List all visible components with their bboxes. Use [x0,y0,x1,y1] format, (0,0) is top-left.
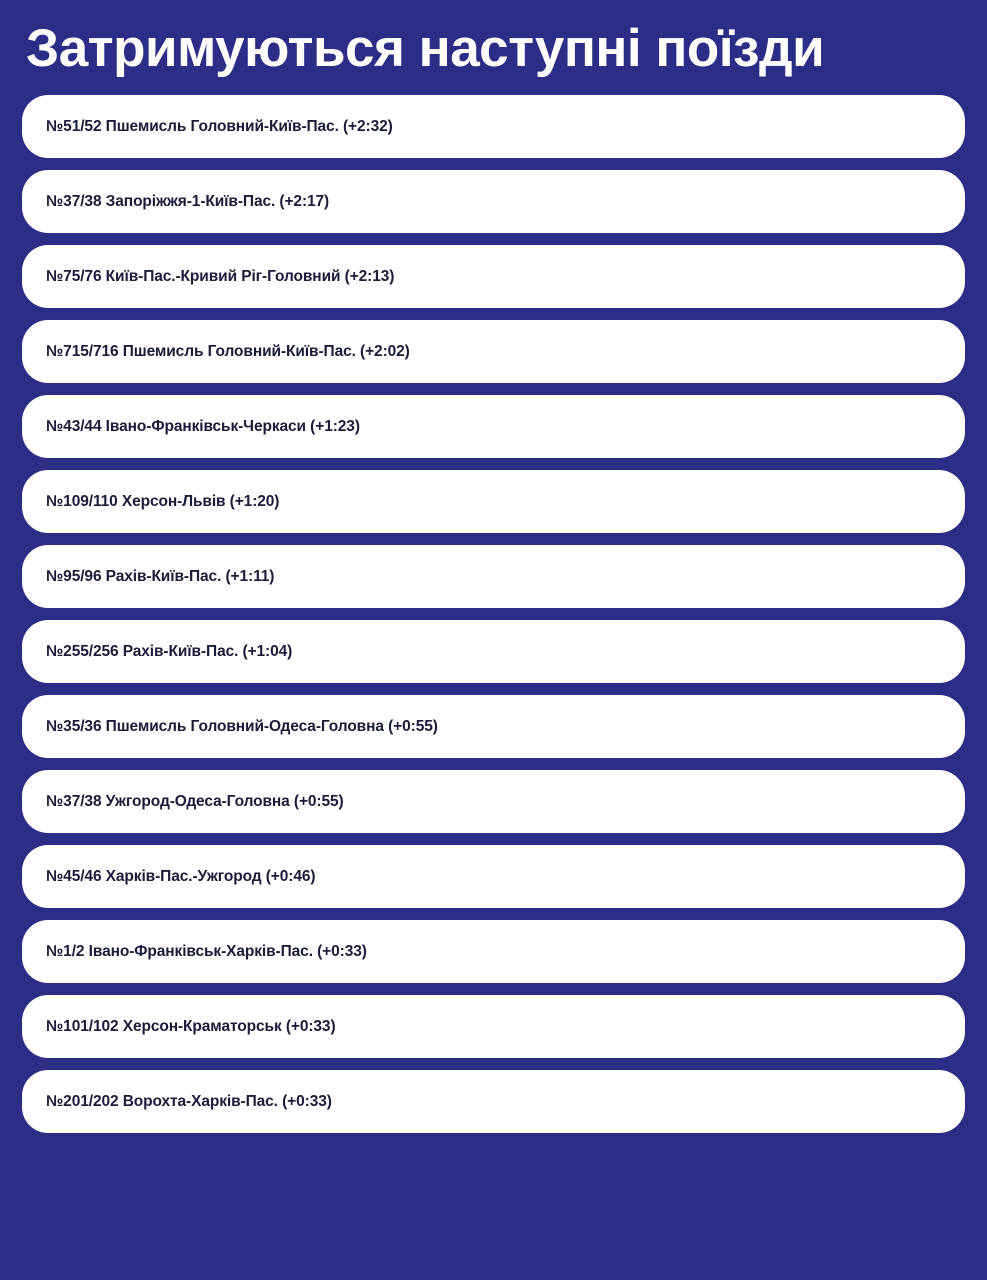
train-label: №1/2 Івано-Франківськ-Харків-Пас. (+0:33) [46,942,367,960]
train-label: №45/46 Харків-Пас.-Ужгород (+0:46) [46,867,316,885]
list-item[interactable] [22,470,965,533]
train-label: №43/44 Івано-Франківськ-Черкаси (+1:23) [46,417,360,435]
train-label: №109/110 Херсон-Львів (+1:20) [46,492,280,510]
list-item[interactable] [22,395,965,458]
list-item[interactable] [22,845,965,908]
train-label: №51/52 Пшемисль Головний-Київ-Пас. (+2:32) [46,117,393,135]
page-title: Затримуються наступні поїзди [26,19,825,78]
list-item[interactable] [22,545,965,608]
list-item[interactable] [22,695,965,758]
list-item[interactable] [22,770,965,833]
train-label: №101/102 Херсон-Краматорськ (+0:33) [46,1017,336,1035]
list-item[interactable] [22,170,965,233]
list-item[interactable] [22,620,965,683]
list-item[interactable] [22,1070,965,1133]
list-item[interactable] [22,995,965,1058]
train-label: №255/256 Рахів-Київ-Пас. (+1:04) [46,642,293,660]
train-label: №35/36 Пшемисль Головний-Одеса-Головна (+0:55) [46,717,438,735]
list-item[interactable] [22,245,965,308]
train-label: №201/202 Ворохта-Харків-Пас. (+0:33) [46,1092,332,1110]
train-label: №37/38 Запоріжжя-1-Київ-Пас. (+2:17) [46,192,330,210]
list-item[interactable] [22,920,965,983]
delayed-trains-list [22,95,965,1133]
train-label: №715/716 Пшемисль Головний-Київ-Пас. (+2:02) [46,342,410,360]
train-label: №75/76 Київ-Пас.-Кривий Ріг-Головний (+2:13) [46,267,395,285]
train-label: №37/38 Ужгород-Одеса-Головна (+0:55) [46,792,344,810]
list-item[interactable] [22,320,965,383]
train-label: №95/96 Рахів-Київ-Пас. (+1:11) [46,567,275,585]
list-item[interactable] [22,95,965,158]
